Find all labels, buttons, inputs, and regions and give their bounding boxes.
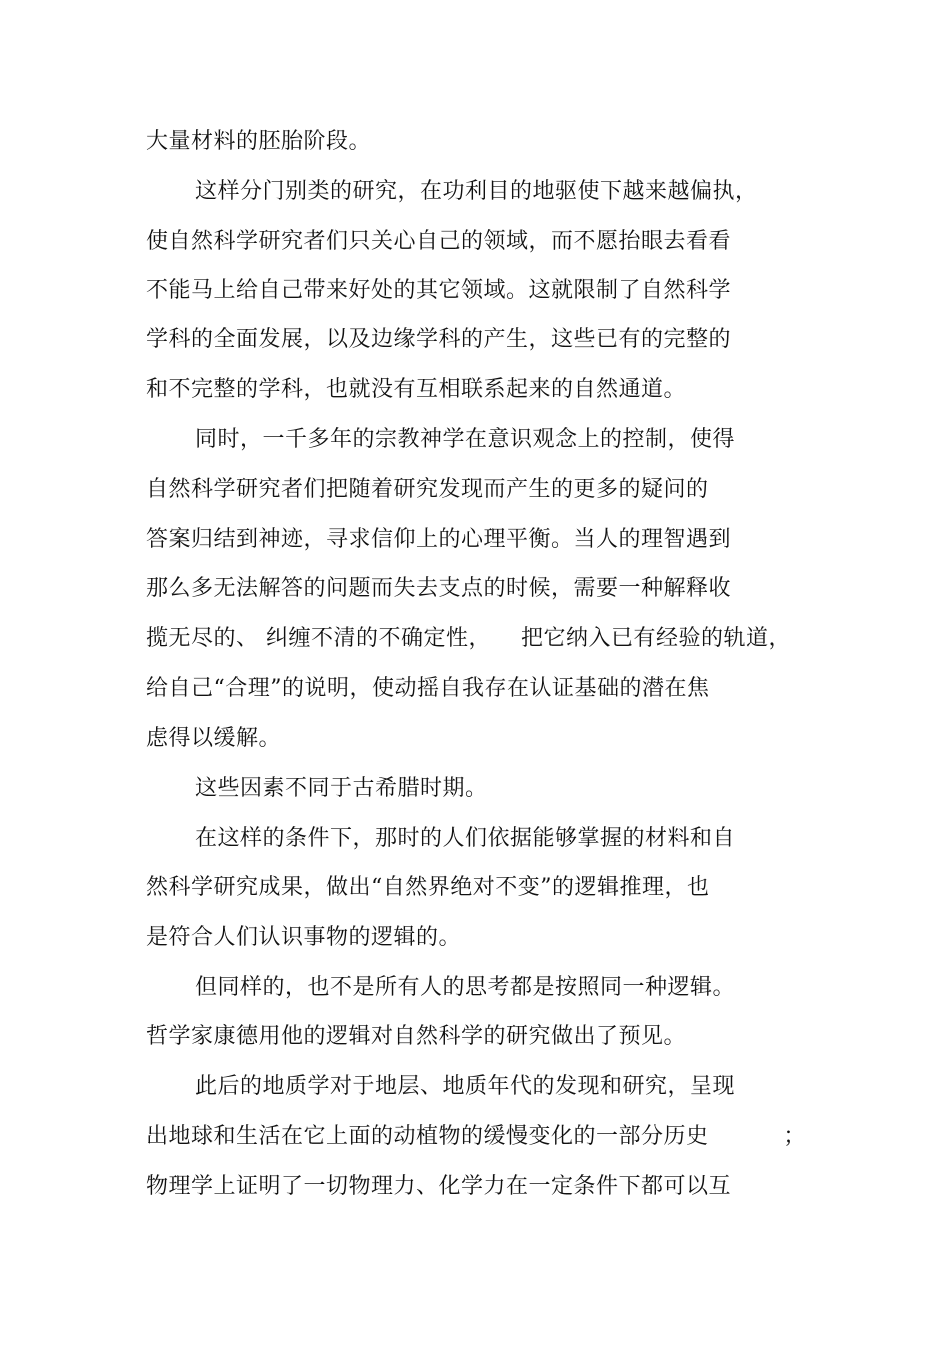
text-line: 这样分门别类的研究，在功利目的地驱使下越来越偏执， [195, 179, 758, 204]
text-line: 不能马上给自己带来好处的其它领域。这就限制了自然科学 [146, 278, 732, 303]
text-line: 揽无尽的、 纠缠不清的不确定性， 把它纳入已有经验的轨道， [146, 626, 791, 651]
text-line: 然科学研究成果，做出“自然界绝对不变”的逻辑推理，也 [146, 875, 710, 900]
text-line: 给自己“合理”的说明，使动摇自我存在认证基础的潜在焦 [146, 676, 710, 701]
text-line: 和不完整的学科，也就没有互相联系起来的自然通道。 [146, 377, 687, 402]
text-line: 在这样的条件下，那时的人们依据能够掌握的材料和自 [195, 826, 736, 851]
text-line: 那么多无法解答的问题而失去支点的时候，需要一种解释收 [146, 576, 732, 601]
text-line: 是符合人们认识事物的逻辑的。 [146, 925, 462, 950]
text-line: 学科的全面发展，以及边缘学科的产生，这些已有的完整的 [146, 327, 732, 352]
text-line: 答案归结到神迹，寻求信仰上的心理平衡。当人的理智遇到 [146, 527, 732, 552]
text-line: 物理学上证明了一切物理力、化学力在一定条件下都可以互 [146, 1174, 732, 1199]
text-line: 自然科学研究者们把随着研究发现而产生的更多的疑问的 [146, 477, 709, 502]
text-line: 哲学家康德用他的逻辑对自然科学的研究做出了预见。 [146, 1024, 687, 1049]
text-line: 但同样的，也不是所有人的思考都是按照同一种逻辑。 [195, 975, 736, 1000]
text-line: 这些因素不同于古希腊时期。 [195, 776, 488, 801]
text-line: 同时，一千多年的宗教神学在意识观念上的控制，使得 [195, 427, 736, 452]
text-line: 大量材料的胚胎阶段。 [146, 129, 372, 154]
text-line: 出地球和生活在它上面的动植物的缓慢变化的一部分历史 ； [146, 1124, 806, 1149]
text-line: 虑得以缓解。 [146, 726, 282, 751]
text-line: 使自然科学研究者们只关心自己的领域，而不愿抬眼去看看 [146, 229, 732, 254]
text-line: 此后的地质学对于地层、地质年代的发现和研究，呈现 [195, 1074, 736, 1099]
